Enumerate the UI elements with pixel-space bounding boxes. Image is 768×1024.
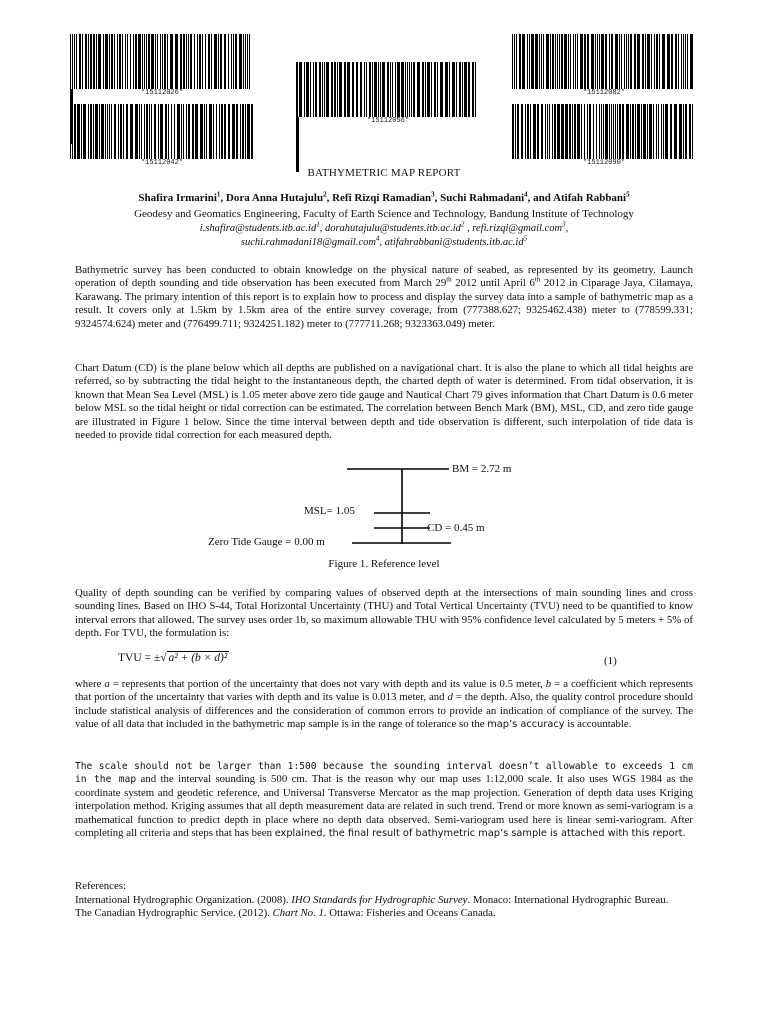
barcode-bars bbox=[296, 62, 480, 117]
cd-label: CD = 0.45 m bbox=[427, 522, 485, 534]
barcode bbox=[512, 34, 696, 97]
email-link[interactable]: i.shafira@students.itb.ac.id bbox=[199, 223, 317, 234]
barcode-caption: *15112082* bbox=[582, 89, 625, 97]
reference-item: The Canadian Hydrographic Service. (2012). Chart No. 1. Ottawa: Fisheries and Oceans Canada. bbox=[75, 907, 496, 919]
barcode-caption: *15112026* bbox=[140, 89, 183, 97]
barcode bbox=[296, 62, 480, 125]
references-heading: References: bbox=[75, 880, 126, 892]
figure-caption: Figure 1. Reference level bbox=[328, 558, 440, 570]
email-link[interactable]: suchi.rahmadani18@gmail.com bbox=[240, 236, 376, 248]
author: Atifah Rabbani$^5$ bbox=[553, 190, 630, 204]
barcode-bars bbox=[70, 104, 254, 159]
report-title: BATHYMETRIC MAP REPORT bbox=[307, 167, 461, 179]
author-list bbox=[75, 192, 693, 204]
references bbox=[75, 880, 693, 921]
quality-paragraph: Quality of depth sounding can be verified by comparing values of observed depth at the intersections of main sounding lines and cross sounding lines. Based on IHO S-44, Total Horizontal Uncertainty (THU) and Total Vertical Uncertainty (TVU) need to be quantified to know interval errors that allowed. The survey uses order 1b, so maximum allowable THU with 95% confidence level calculated by 5 meters + 5% of depth. For TVU, the formulation is: bbox=[75, 587, 693, 640]
barcode-caption: *15112042* bbox=[140, 159, 183, 167]
author: Refi Rizqi Ramadian$^3$, bbox=[332, 190, 441, 204]
email-link[interactable]: refi.rizqi@gmail.com bbox=[472, 223, 563, 234]
author: Dora Anna Hutajulu$^2$, bbox=[225, 190, 333, 204]
sqrt-sign: √ bbox=[160, 652, 167, 664]
equation-number: (1) bbox=[604, 655, 617, 667]
abstract-paragraph: Bathymetric survey has been conducted to obtain knowledge on the physical nature of seabed, as represented by its geometry. Launch operation of depth sounding and tide observation has been executed from March 29th 2012 until April 6th 2012 in Ciparage Jaya, Cilamaya, Karawang. The primary intention of this report is to explain how to process and display the survey data into a sample of bathymetric map as a result. It covers only at 1.5km by 1.5km area of the entire survey coverage, from (777388.627; 9325462.438) meter to (778599.331; 9324574.624) meter and (776499.711; 9324251.182) meter to (777711.268; 9323363.049) meter. bbox=[75, 264, 693, 330]
author: Suchi Rahmadani$^4$, and bbox=[440, 190, 554, 204]
equation-explanation-paragraph: where a = represents that portion of the uncertainty that does not vary with depth and its value is 0.5 meter, b = a coefficient which represents that portion of the uncertainty that varies with depth and its value is 0.013 meter, and d = the depth. Also, the quality control procedure should include statistical analysis of differences and the consideration of common errors to provide an indication of compliance of the survey. The value of all data that included in the bathymetric map sample is in the range of tolerance so the map’s accuracy is accountable. bbox=[75, 678, 693, 731]
author: Shafira Irmarini$^1$, bbox=[138, 190, 226, 204]
reference-item: International Hydrographic Organization. (2008). IHO Standards for Hydrographic Survey. Monaco: International Hydrographic Bureau. bbox=[75, 893, 669, 906]
chart-datum-paragraph: Chart Datum (CD) is the plane below which all depths are published on a navigational chart. It is also the plane to which all tidal heights are referred, so by subtracting the tidal height to the instantaneous depth, the charted depth of water is determined. From tidal observation, it is known that Mean Sea Level (MSL) is 1.05 meter above zero tide gauge and Nautical Chart 79 gives information that Chart Datum is 0.6 meter below MSL so the tidal height or tidal correction can be estimated. The correlation between Bench Mark (BM), MSL, CD, and zero tide gauge are illustrated in Figure 1 below. Since the time interval between depth and tide observation is different, such interpolation of tide data is needed to provide tidal correction for each measured depth. bbox=[75, 362, 693, 442]
affiliation: Geodesy and Geomatics Engineering, Faculty of Earth Science and Technology, Bandung Institute of Technology bbox=[134, 208, 634, 220]
msl-label: MSL= 1.05 bbox=[304, 505, 355, 517]
tvu-equation: TVU = ±√ a² + (b × d)² bbox=[118, 652, 228, 664]
email-link[interactable]: dorahutajulu@students.itb.ac.id bbox=[324, 223, 461, 234]
barcode-bars bbox=[512, 34, 696, 89]
bm-label: BM = 2.72 m bbox=[452, 463, 512, 475]
barcode bbox=[70, 104, 254, 167]
barcode-caption: *15112056* bbox=[366, 117, 409, 125]
email-link[interactable]: atifahrabbani@students.itb.ac.id bbox=[384, 236, 524, 248]
barcode-bars bbox=[512, 104, 696, 159]
zero-tide-label: Zero Tide Gauge = 0.00 m bbox=[208, 536, 325, 548]
barcode-bars bbox=[70, 34, 254, 89]
email-list: $i.shafira@students.itb.ac.id^1$, $dorahutajulu@students.itb.ac.id^2$ , refi.rizqi@gmail.com$^3$, suchi.rahmadani18@gmail.com$^4$, $atifahrabbani@students.itb.ac.id^5$ bbox=[199, 220, 569, 248]
barcode bbox=[70, 34, 254, 97]
scale-paragraph: The scale should not be larger than 1:500 because the sounding interval doesn’t allowable to exceeds 1 cm in the map and the interval sounding is 500 cm. That is the reason why our map uses 1:12,000 scale. It also uses WGS 1984 as the coordinate system and geodetic reference, and Universal Transverse Mercator as the map projection. Generation of depth data uses Kriging interpolation method. Kriging assumes that all depth measurement data are related in such trend. Trend or more known as semi-variogram is a mathematical function to predict depth in place where no depth data observed. Semi-variogram used here is linear semi-variogram. After completing all criteria and steps that has been explained, the final result of bathymetric map’s sample is attached with this report. bbox=[75, 761, 693, 840]
barcode bbox=[512, 104, 696, 167]
barcode-caption: *15112090* bbox=[582, 159, 625, 167]
